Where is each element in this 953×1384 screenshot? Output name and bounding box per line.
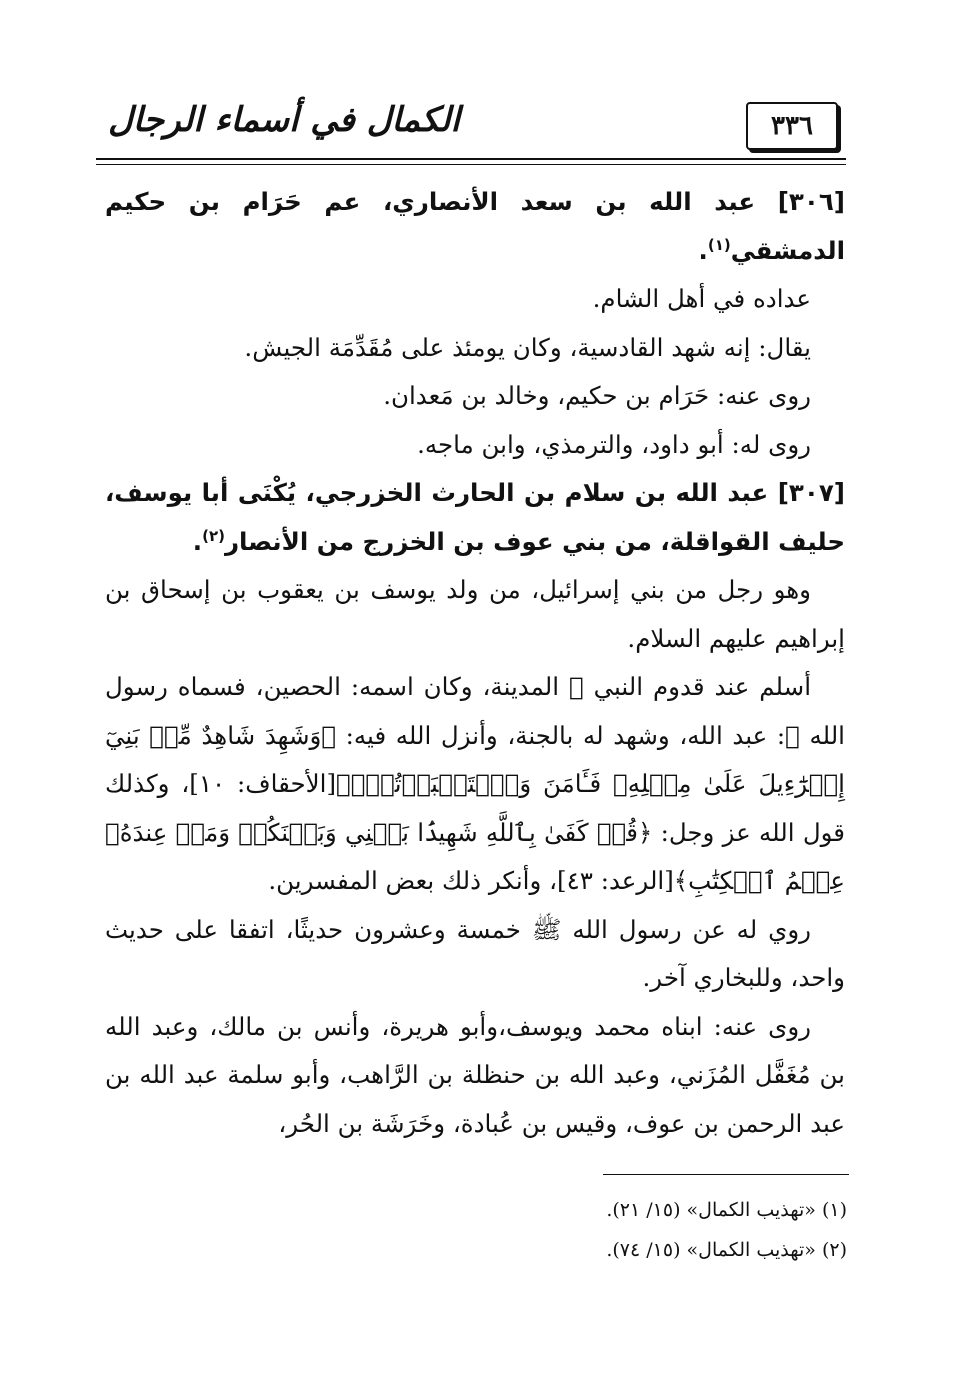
header-rule — [96, 158, 846, 160]
footnotes — [107, 1190, 847, 1270]
main-text — [105, 178, 845, 1148]
footnote-ref: (١) — [707, 235, 731, 254]
footnote: (٢) «تهذيب الكمال» (١٥/ ٧٤). — [606, 1239, 847, 1261]
entry-heading-text: [٣٠٦] عبد الله بن سعد الأنصاري، عم حَرَام بن حكيم الدمشقي — [105, 187, 845, 265]
entry-heading-end: . — [192, 526, 203, 556]
page-header — [96, 96, 846, 158]
entry-line: يقال: إنه شهد القادسية، وكان يومئذ على مُقَدِّمَة الجيش. — [244, 332, 811, 362]
entry-paragraph: وهو رجل من بني إسرائيل، من ولد يوسف بن يعقوب بن إسحاق بن إبراهيم عليهم السلام. — [105, 575, 845, 653]
book-title: الكمال في أسماء الرجال — [108, 100, 460, 140]
entry-heading-text: [٣٠٧] عبد الله بن سلام بن الحارث الخزرجي، يُكْنَى أبا يوسف، حليف القواقلة، من بني عوف بن الخزرج من الأنصار — [105, 478, 845, 556]
entry-line: روى له: أبو داود، والترمذي، وابن ماجه. — [417, 429, 811, 459]
entry-heading-307 — [105, 469, 845, 566]
entry-line: روى عنه: حَرَام بن حكيم، وخالد بن مَعدان. — [383, 381, 811, 410]
page-number: ٣٣٦ — [746, 102, 838, 150]
footnote-ref: (٢) — [202, 526, 225, 545]
footnote-separator — [603, 1174, 849, 1175]
entry-heading-end: . — [698, 235, 708, 265]
entry-paragraph: روي له عن رسول الله ﷺ خمسة وعشرون حديثًا، اتفقا على حديث واحد، وللبخاري آخر. — [105, 914, 845, 992]
entry-paragraph: روى عنه: ابناه محمد ويوسف،وأبو هريرة، وأنس بن مالك، وعبد الله بن مُغَفَّل المُزَني، وعبد الله بن حنظلة بن الرَّاهب، وأبو سلمة عبد الله بن عبد الرحمن بن عوف، وقيس بن عُبادة، وخَرَشَة بن الحُر، — [105, 1011, 845, 1138]
entry-line: عداده في أهل الشام. — [592, 284, 811, 313]
header-rule-thin — [96, 164, 846, 165]
footnote: (١) «تهذيب الكمال» (١٥/ ٢١). — [606, 1199, 847, 1221]
entry-paragraph: أسلم عند قدوم النبي ﷺ المدينة، وكان اسمه: الحصين، فسماه رسول الله ﷺ: عبد الله، وشهد له بالجنة، وأنزل الله فيه: ﴿وَشَهِدَ شَاهِدٌ مِّنۢ بَنِيٓ إِسۡرَٰٓءِيلَ عَلَىٰ مِثۡلِهِۦ فَـَٔامَنَ وَٱسۡتَكۡبَرۡتُمۡۖ﴾[الأحقاف: ١٠]، وكذلك قول الله عز وجل: ﴿قُلۡ كَفَىٰ بِٱللَّهِ شَهِيدَۢا بَيۡنِي وَبَيۡنَكُمۡ وَمَنۡ عِندَهُۥ عِلۡمُ ٱلۡكِتَٰبِ﴾[الرعد: ٤٣]، وأنكر ذلك بعض المفسرين. — [105, 672, 845, 895]
entry-heading-306 — [105, 178, 845, 275]
